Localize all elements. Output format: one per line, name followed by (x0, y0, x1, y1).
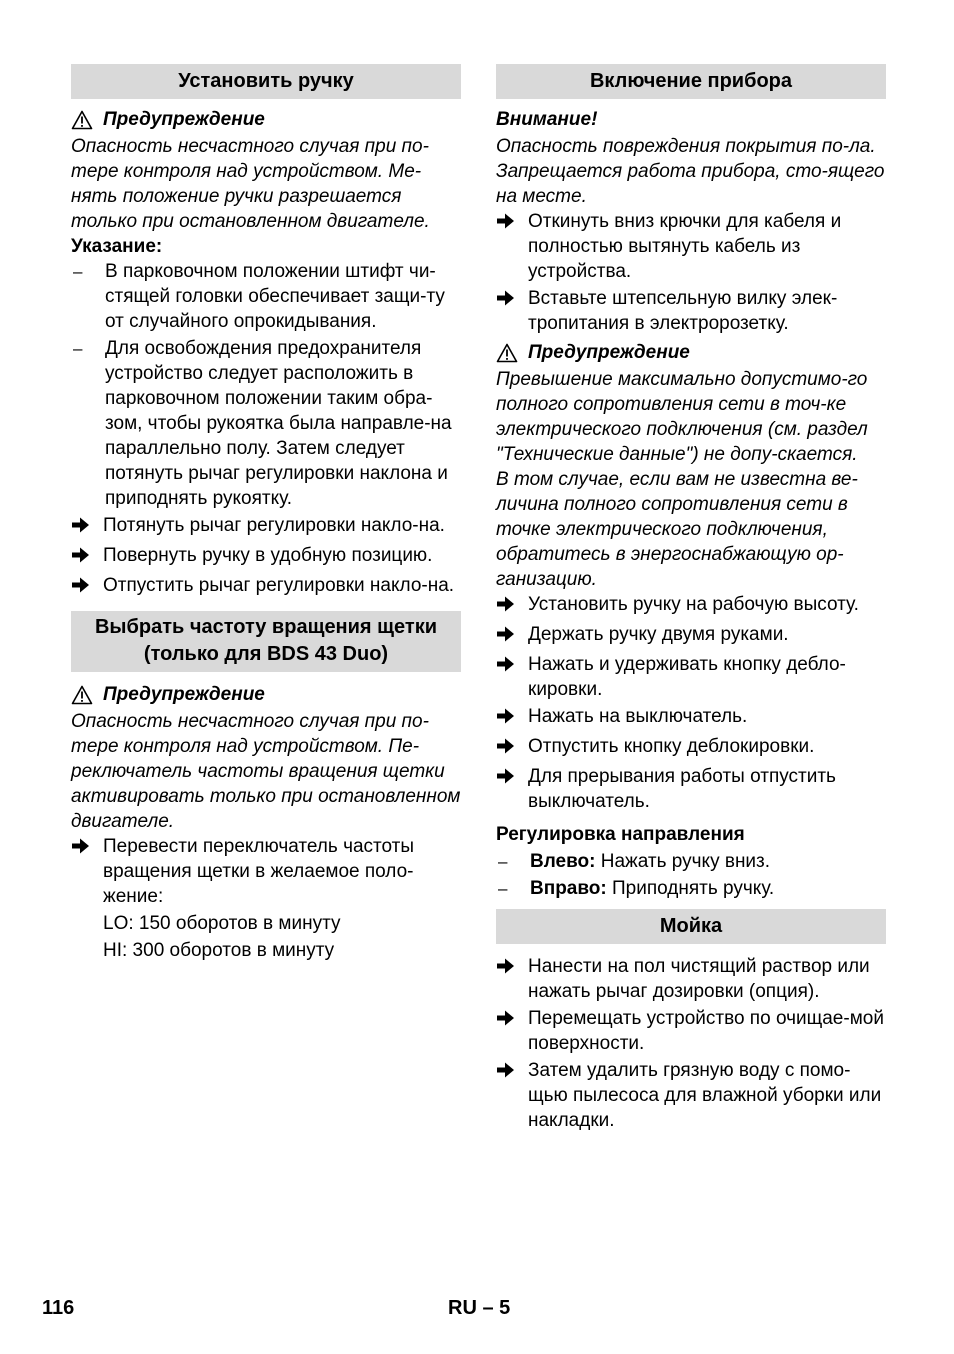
right-column (496, 64, 886, 1135)
warning-label: Предупреждение (528, 342, 690, 363)
step-text: Для прерывания работы отпустить выключатель. (528, 766, 836, 812)
warning-label: Предупреждение (103, 109, 265, 130)
arrow-right-icon (496, 595, 515, 613)
step-text: Установить ручку на рабочую высоту. (528, 594, 859, 615)
step-item (71, 543, 461, 571)
step-text: Отпустить кнопку деблокировки. (528, 736, 815, 757)
warning-heading (496, 340, 886, 365)
step-text: Перемещать устройство по очищае-мой поверхности. (528, 1008, 884, 1054)
step-text: Перевести переключатель частоты вращения щетки в желаемое поло-жение: (103, 836, 415, 907)
list-item (496, 849, 886, 874)
step-text: Вставьте штепсельную вилку элек-тропитания в электророзетку. (528, 288, 838, 334)
step-item (496, 954, 886, 1004)
warning-triangle-icon (496, 343, 518, 363)
page-number: 116 (42, 1297, 75, 1319)
list-item-text: Для освобождения предохранителя устройство следует расположить в парковочном положении таким обра-зом, чтобы рукоятка была направле-на параллельно полу. Затем следует потянуть рычаг регулировки наклона и приподнять рукоятку. (105, 338, 452, 509)
list-item (496, 876, 886, 901)
dash-bullet: – (73, 262, 83, 281)
arrow-right-icon (496, 289, 515, 307)
step-item (496, 1006, 886, 1056)
warning-text: Превышение максимально допустимо-го полного сопротивления сети в точ-ке электрического подключения (см. раздел "Технические данные") не допу-скается. (496, 369, 868, 465)
left-column (71, 64, 461, 963)
direction-label: Вправо: (530, 878, 607, 899)
step-text: Повернуть ручку в удобную позицию. (103, 545, 433, 566)
section-title-switch-on: Включение прибора (496, 64, 886, 99)
step-text: Нажать на выключатель. (528, 706, 748, 727)
arrow-right-icon (71, 516, 90, 534)
speed-hi: HI: 300 оборотов в минуту (103, 940, 335, 961)
arrow-right-icon (496, 737, 515, 755)
arrow-right-icon (496, 1061, 515, 1079)
warning-text: В том случае, если вам не известна ве-личина полного сопротивления сети в точке электрического подключения, обратитесь в энергоснабжающую ор-ганизацию. (496, 469, 858, 590)
arrow-right-icon (496, 625, 515, 643)
step-item (496, 622, 886, 650)
arrow-right-icon (496, 767, 515, 785)
step-text: Нанести на пол чистящий раствор или нажать рычаг дозировки (опция). (528, 956, 870, 1002)
arrow-right-icon (71, 576, 90, 594)
step-text: Держать ручку двумя руками. (528, 624, 789, 645)
step-text: Откинуть вниз крючки для кабеля и полностью вытянуть кабель из устройства. (528, 211, 842, 282)
arrow-right-icon (71, 546, 90, 564)
dash-bullet: – (498, 852, 508, 871)
step-text: Нажать и удерживать кнопку дебло-кировки. (528, 654, 846, 700)
arrow-right-icon (496, 212, 515, 230)
step-item (496, 209, 886, 284)
step-item (496, 592, 886, 620)
direction-heading: Регулировка направления (496, 824, 745, 845)
section-title-install-handle: Установить ручку (71, 64, 461, 99)
step-text: Затем удалить грязную воду с помо-щью пылесоса для влажной уборки или накладки. (528, 1060, 882, 1131)
step-item (496, 704, 886, 732)
step-item (496, 286, 886, 336)
speed-lo: LO: 150 оборотов в минуту (103, 913, 341, 934)
section-title-brush-speed (71, 611, 461, 672)
section-title-line1: Выбрать частоту вращения щетки (94, 616, 437, 638)
direction-text: Нажать ручку вниз. (595, 851, 771, 872)
arrow-right-icon (496, 655, 515, 673)
step-text: Отпустить рычаг регулировки накло-на. (103, 575, 455, 596)
step-text: Потянуть рычаг регулировки накло-на. (103, 515, 445, 536)
direction-label: Влево: (530, 851, 596, 872)
arrow-right-icon (496, 957, 515, 975)
step-item (496, 764, 886, 814)
warning-heading (71, 682, 461, 707)
step-item (496, 652, 886, 702)
section-title-cleaning: Мойка (496, 909, 886, 944)
warning-text: Опасность несчастного случая при по-тере контроля над устройством. Пе-реключатель частоты вращения щетки активировать только при остановленном двигателе. (71, 711, 461, 832)
section-code: RU – 5 (448, 1297, 511, 1319)
warning-text: Опасность несчастного случая при по-тере контроля над устройством. Ме-нять положение ручки разрешается только при остановленном двигателе. (71, 136, 430, 232)
dash-bullet: – (73, 339, 83, 358)
section-title-line2: (только для BDS 43 Duo) (143, 643, 389, 665)
warning-label: Предупреждение (103, 684, 265, 705)
list-item (71, 259, 461, 334)
step-item (496, 1058, 886, 1133)
list-item (71, 336, 461, 511)
arrow-right-icon (496, 707, 515, 725)
arrow-right-icon (71, 837, 90, 855)
step-item (496, 734, 886, 762)
warning-triangle-icon (71, 685, 93, 705)
dash-bullet: – (498, 879, 508, 898)
step-item (71, 513, 461, 541)
warning-triangle-icon (71, 110, 93, 130)
warning-heading (71, 107, 461, 132)
caution-text: Опасность повреждения покрытия по-ла. Запрещается работа прибора, сто-ящего на месте. (496, 136, 885, 207)
note-label: Указание: (71, 236, 163, 257)
caution-label: Внимание! (496, 109, 598, 130)
direction-text: Приподнять ручку. (606, 878, 775, 899)
arrow-right-icon (496, 1009, 515, 1027)
step-item (71, 834, 461, 909)
step-item (71, 573, 461, 601)
list-item-text: В парковочном положении штифт чи-стящей головки обеспечивает защи-ту от случайного опрокидывания. (105, 261, 445, 332)
